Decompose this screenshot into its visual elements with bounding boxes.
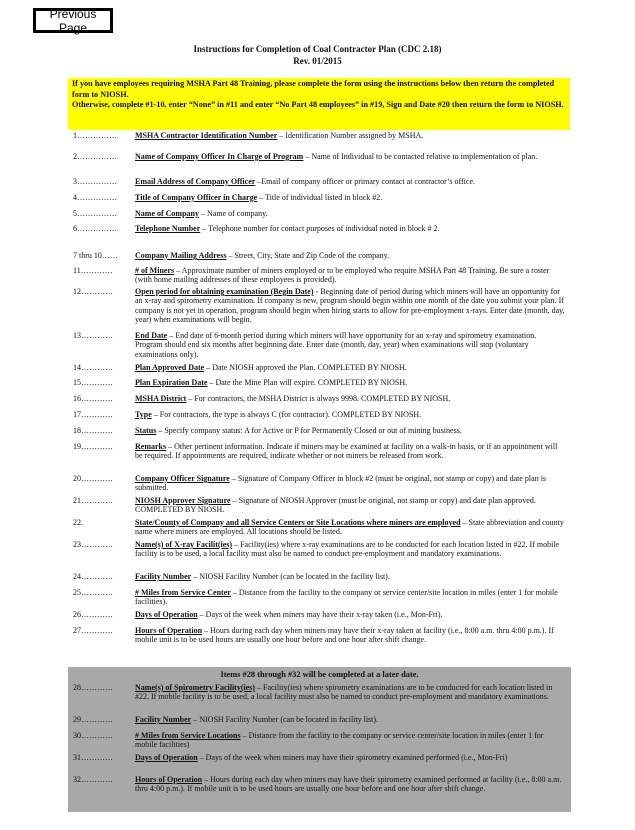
- instruction-item: [73, 442, 565, 461]
- item-description: [135, 266, 565, 285]
- item-text: – NIOSH Facility Number (can be located in facility list).: [191, 715, 379, 724]
- item-text: – Hours during each day when miners may have their spirometry examined performed at facility (i.e., 8:00 a.m. thru 4:00 p.m.). If mobile unit is to be used hours are usually one hour before and one hour after shift change.: [135, 775, 562, 794]
- item-number: 14…………: [73, 363, 113, 372]
- instruction-item: [73, 518, 565, 537]
- instruction-item: [73, 363, 565, 372]
- item-text: – Approximate number of miners employed or to be employed who require MSHA Part 48 Training. Be sure a roster (with home mailing addresses of these employees is provided).: [135, 266, 550, 285]
- item-text: – Name of company.: [199, 209, 268, 218]
- document-title-block: [0, 43, 635, 67]
- item-term: Days of Operation: [135, 753, 198, 762]
- instruction-item: [73, 775, 565, 794]
- item-description: [135, 474, 565, 493]
- instruction-item: [73, 540, 565, 559]
- item-description: [135, 363, 565, 372]
- item-number: 32…………: [73, 775, 113, 784]
- item-number: 5……………: [73, 209, 117, 218]
- instruction-item: [73, 209, 565, 218]
- item-number: 17…………: [73, 410, 113, 419]
- part48-notice: [68, 78, 570, 130]
- item-number: 15…………: [73, 378, 113, 387]
- item-text: – Distance from the facility to the company or service center/site location in miles (enter 1 for mobile facilities): [135, 731, 544, 750]
- item-text: – Distance from the facility to the company or service center/site location in miles (enter 1 for mobile facilities).: [135, 588, 558, 607]
- instruction-item: [73, 410, 565, 419]
- item-text: – Specify company status: A for Active or P for Permanently Closed or out of mining business.: [156, 426, 462, 435]
- item-description: [135, 251, 565, 260]
- item-text: – End date of 6-month period during which miners will have opportunity for an x-ray and spirometry examination. Program should end six months after beginning date. Enter date (month, day, year) when examinations will stop (voluntary examinations only).: [135, 331, 537, 359]
- instruction-item: [73, 474, 565, 493]
- document-revision: Rev. 01/2015: [293, 56, 342, 66]
- instruction-item: [73, 496, 565, 515]
- later-items-header: Items #28 through #32 will be completed at a later date.: [220, 670, 419, 679]
- document-title: Instructions for Completion of Coal Contractor Plan (CDC 2.18): [193, 44, 442, 54]
- item-term: Type: [135, 410, 152, 419]
- item-text: – State abbreviation and county name where miners are employed. All locations should be listed.: [135, 518, 564, 537]
- item-number: 13…………: [73, 331, 113, 340]
- instruction-item: [73, 177, 565, 186]
- instruction-item: [73, 731, 565, 750]
- item-description: [135, 287, 565, 325]
- instruction-item: [73, 572, 565, 581]
- item-term: Plan Expiration Date: [135, 378, 208, 387]
- item-number: 3……………: [73, 177, 117, 186]
- item-term: Company Mailing Address: [135, 251, 227, 260]
- item-term: Name(s) of X-ray Facilit(ies): [135, 540, 233, 549]
- item-number: 11…………: [73, 266, 113, 275]
- item-text: – Name of Individual to be contacted relative to implementation of plan.: [303, 152, 538, 161]
- item-term: MSHA District: [135, 394, 187, 403]
- item-description: [135, 426, 565, 435]
- item-description: [135, 331, 565, 359]
- item-term: Open period for obtaining examination (Begin Date): [135, 287, 314, 296]
- notice-line-2: Otherwise, complete #1-10, enter “None” in #11 and enter “No Part 48 employees” in #19, Sign and Date #20 then return the form to NIOSH.: [72, 100, 564, 109]
- item-number: 6……………: [73, 224, 117, 233]
- item-description: [135, 177, 565, 186]
- item-text: – Signature of Company Officer in block #2 (must be original, not stamp or copy) and date plan is submitted.: [135, 474, 547, 493]
- item-number: 23…………: [73, 540, 113, 549]
- item-text: – Street, City, State and Zip Code of the company.: [226, 251, 390, 260]
- item-term: Name of Company Officer In Charge of Program: [135, 152, 304, 161]
- previous-page-button[interactable]: Previous Page: [33, 8, 113, 33]
- instruction-item: [73, 266, 565, 285]
- item-term: Name of Company: [135, 209, 199, 218]
- instruction-item: [73, 753, 565, 762]
- item-description: [135, 152, 565, 161]
- instruction-item: [73, 251, 565, 260]
- item-term: Title of Company Officer in Charge: [135, 193, 258, 202]
- item-term: Hours of Operation: [135, 775, 203, 784]
- item-text: – Date NIOSH approved the Plan. COMPLETED BY NIOSH.: [204, 363, 407, 372]
- item-description: [135, 753, 565, 762]
- item-number: 4……………: [73, 193, 117, 202]
- item-term: Days of Operation: [135, 610, 198, 619]
- instruction-item: [73, 683, 565, 702]
- item-text: – Facility(ies) where x-ray examinations are to be conducted for each location listed in #22. If mobile facility is to be used, a local facility must also be named to conduct pre-employment and mandatory examinations.: [135, 540, 560, 559]
- item-number: 22.: [73, 518, 83, 527]
- notice-line-1: If you have employees requiring MSHA Part 48 Training, please complete the form using the instructions below then return the completed form to NIOSH.: [72, 79, 555, 99]
- item-description: [135, 410, 565, 419]
- item-term: Facility Number: [135, 572, 192, 581]
- item-number: 31…………: [73, 753, 113, 762]
- item-description: [135, 683, 565, 702]
- item-text: – Telephone number for contact purposes of individual noted in block # 2.: [200, 224, 440, 233]
- item-term: MSHA Contractor Identification Number: [135, 131, 278, 140]
- item-description: [135, 572, 565, 581]
- item-text: – NIOSH Facility Number (can be located in the facility list).: [191, 572, 390, 581]
- instruction-item: [73, 224, 565, 233]
- item-description: [135, 540, 565, 559]
- item-number: 27…………: [73, 626, 113, 635]
- item-number: 12…………: [73, 287, 113, 296]
- item-description: [135, 131, 565, 140]
- item-text: – For contractors, the type is always C (for contractor). COMPLETED BY NIOSH.: [151, 410, 422, 419]
- instruction-item: [73, 152, 565, 161]
- instruction-item: [73, 626, 565, 645]
- item-description: [135, 378, 565, 387]
- item-text: – Date the Mine Plan will expire. COMPLETED BY NIOSH.: [207, 378, 408, 387]
- instruction-item: [73, 193, 565, 202]
- item-term: Company Officer Signature: [135, 474, 230, 483]
- item-number: 29…………: [73, 715, 113, 724]
- item-description: [135, 588, 565, 607]
- item-term: Name(s) of Spirometry Facility(ies): [135, 683, 256, 692]
- item-term: Hours of Operation: [135, 626, 203, 635]
- item-number: 24…………: [73, 572, 113, 581]
- item-term: Status: [135, 426, 157, 435]
- item-description: [135, 442, 565, 461]
- item-number: 7 thru 10……: [73, 251, 118, 260]
- item-number: 21…………: [73, 496, 113, 505]
- item-text: - Beginning date of period during which miners will have an opportunity for an x-ray and spirometry examination. If company is new, program should begin within one month of the date you submit your plan. If company is not yet in operation, program should begin when hiring starts to allow for pre-employment x-rays. Enter date (month, day, year) when examinations will begin.: [135, 287, 565, 325]
- item-number: 16…………: [73, 394, 113, 403]
- item-number: 26…………: [73, 610, 113, 619]
- item-description: [135, 193, 565, 202]
- item-text: – Hours during each day when miners may have their x-ray taken at facility (i.e., 8:00 a.m. thru 4:00 p.m.). If mobile unit is to be used hours are usually one hour before and one hour after shift change.: [135, 626, 554, 645]
- item-description: [135, 731, 565, 750]
- item-text: – Days of the week when miners may have their x-ray taken (i.e., Mon-Fri).: [197, 610, 443, 619]
- item-number: 30…………: [73, 731, 113, 740]
- item-description: [135, 518, 565, 537]
- instruction-item: [73, 378, 565, 387]
- item-term: End Date: [135, 331, 168, 340]
- item-description: [135, 626, 565, 645]
- instruction-item: [73, 610, 565, 619]
- item-description: [135, 715, 565, 724]
- item-description: [135, 224, 565, 233]
- item-number: 19…………: [73, 442, 113, 451]
- item-number: 25…………: [73, 588, 113, 597]
- item-number: 2……………: [73, 152, 117, 161]
- item-term: Telephone Number: [135, 224, 201, 233]
- item-number: 20…………: [73, 474, 113, 483]
- item-text: – For contractors, the MSHA District is always 9998. COMPLETED BY NIOSH.: [186, 394, 451, 403]
- instruction-item: [73, 394, 565, 403]
- item-text: – Other pertinent information. Indicate if miners may be examined at facility on a walk-in basis, or if an appointment will be required. If appointments are required, indicate whether or not miners be released from work.: [135, 442, 558, 461]
- item-term: # of Miners: [135, 266, 175, 275]
- item-term: Plan Approved Date: [135, 363, 205, 372]
- item-term: # Miles from Service Center: [135, 588, 231, 597]
- item-term: Remarks: [135, 442, 167, 451]
- item-term: NIOSH Approver Signature: [135, 496, 231, 505]
- item-term: # Miles from Service Locations: [135, 731, 241, 740]
- item-text: – Signature of NIOSH Approver (must be original, not stamp or copy) and date plan approved. COMPLETED BY NIOSH.: [135, 496, 536, 515]
- item-number: 28…………: [73, 683, 113, 692]
- item-text: –Email of company officer or primary contact at contractor’s office.: [255, 177, 475, 186]
- item-description: [135, 610, 565, 619]
- item-description: [135, 496, 565, 515]
- instruction-item: [73, 588, 565, 607]
- item-description: [135, 209, 565, 218]
- item-description: [135, 775, 565, 794]
- item-text: – Facility(ies) where spirometry examinations are to be conducted for each location listed in #22. If mobile facility is to be used, a local facility must also be named to conduct pre-employment and mandatory examinations.: [135, 683, 553, 702]
- instruction-item: [73, 287, 565, 325]
- item-term: State/County of Company and all Service Centers or Site Locations where miners are employed: [135, 518, 461, 527]
- instruction-item: [73, 131, 565, 140]
- item-number: 1……………: [73, 131, 117, 140]
- item-number: 18…………: [73, 426, 113, 435]
- instruction-item: [73, 715, 565, 724]
- item-text: – Title of individual listed in block #2.: [257, 193, 383, 202]
- item-term: Facility Number: [135, 715, 192, 724]
- instruction-item: [73, 426, 565, 435]
- item-text: – Identification Number assigned by MSHA.: [277, 131, 424, 140]
- item-description: [135, 394, 565, 403]
- item-term: Email Address of Company Officer: [135, 177, 256, 186]
- item-text: – Days of the week when miners may have their spirometry examined performed (i.e., Mon-Fri): [197, 753, 508, 762]
- instruction-item: [73, 331, 565, 359]
